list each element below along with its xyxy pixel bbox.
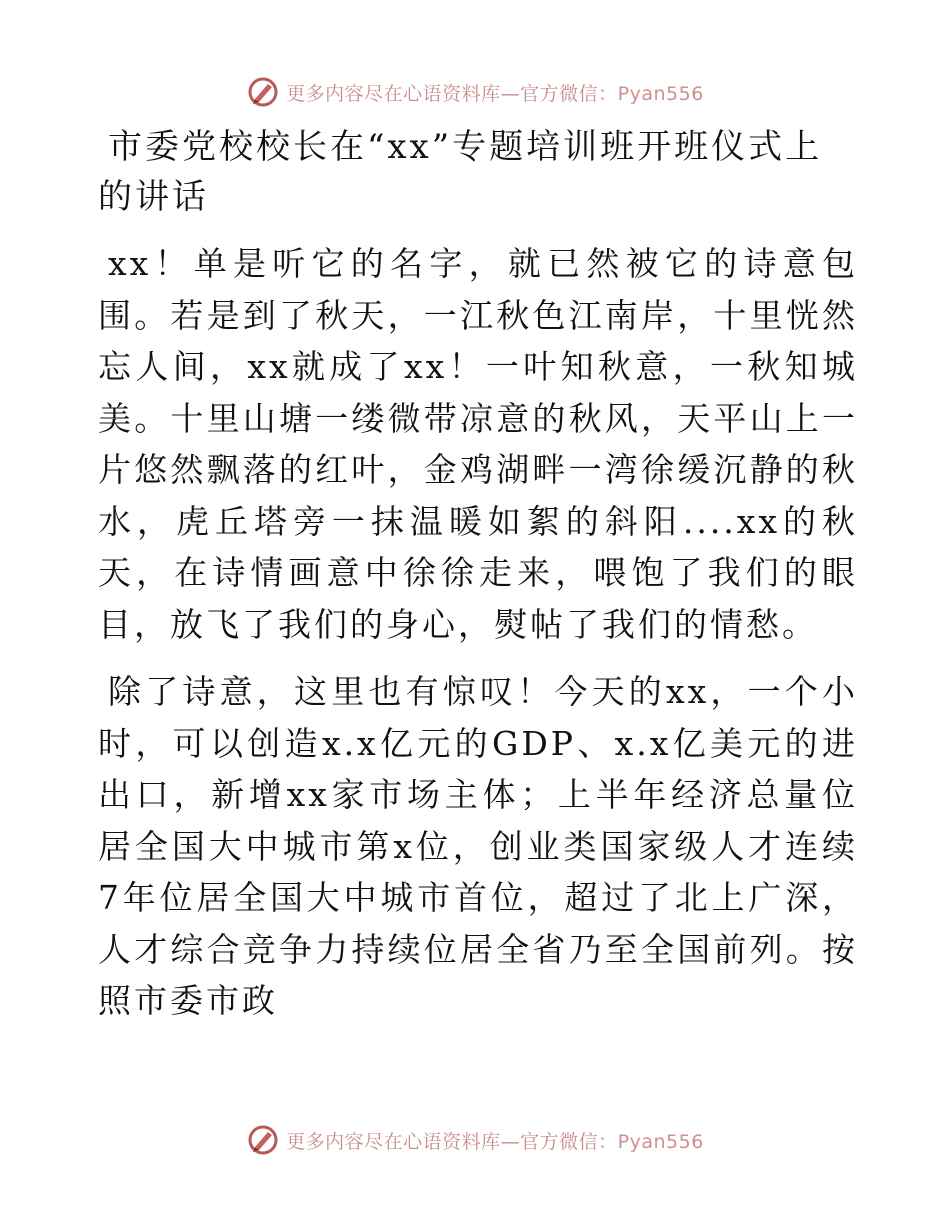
header-watermark: [0, 72, 950, 112]
watermark-id: Pyan556: [617, 82, 704, 105]
paragraph-1: xx！单是听它的名字，就已然被它的诗意包围。若是到了秋天，一江秋色江南岸，十里恍然忘人间，xx就成了xx！一叶知秋意，一秋知城美。十里山塘一缕微带凉意的秋风，天平山上一片悠然飘落的红叶，金鸡湖畔一湾徐缓沉静的秋水，虎丘塔旁一抹温暖如絮的斜阳....xx的秋天，在诗情画意中徐徐走来，喂饱了我们的眼目，放飞了我们的身心，熨帖了我们的情愁。: [98, 244, 858, 644]
watermark-text: 更多内容尽在心语资料库—官方微信：Pyan556: [286, 82, 704, 105]
document-body: [98, 122, 858, 1043]
pen-logo-icon: [246, 75, 280, 109]
document-title: 市委党校校长在“xx”专题培训班开班仪式上的讲话: [98, 127, 823, 217]
pen-logo-icon: [246, 1123, 280, 1157]
footer-watermark: [0, 1120, 950, 1160]
paragraph-2: 除了诗意，这里也有惊叹！今天的xx，一个小时，可以创造x.x亿元的GDP、x.x亿美元的进出口，新增xx家市场主体；上半年经济总量位居全国大中城市第x位，创业类国家级人才连续7年位居全国大中城市首位，超过了北上广深，人才综合竞争力持续位居全省乃至全国前列。按照市委市政: [98, 672, 858, 1020]
watermark-id: Pyan556: [617, 1130, 704, 1153]
watermark-text: 更多内容尽在心语资料库—官方微信：Pyan556: [286, 1130, 704, 1153]
